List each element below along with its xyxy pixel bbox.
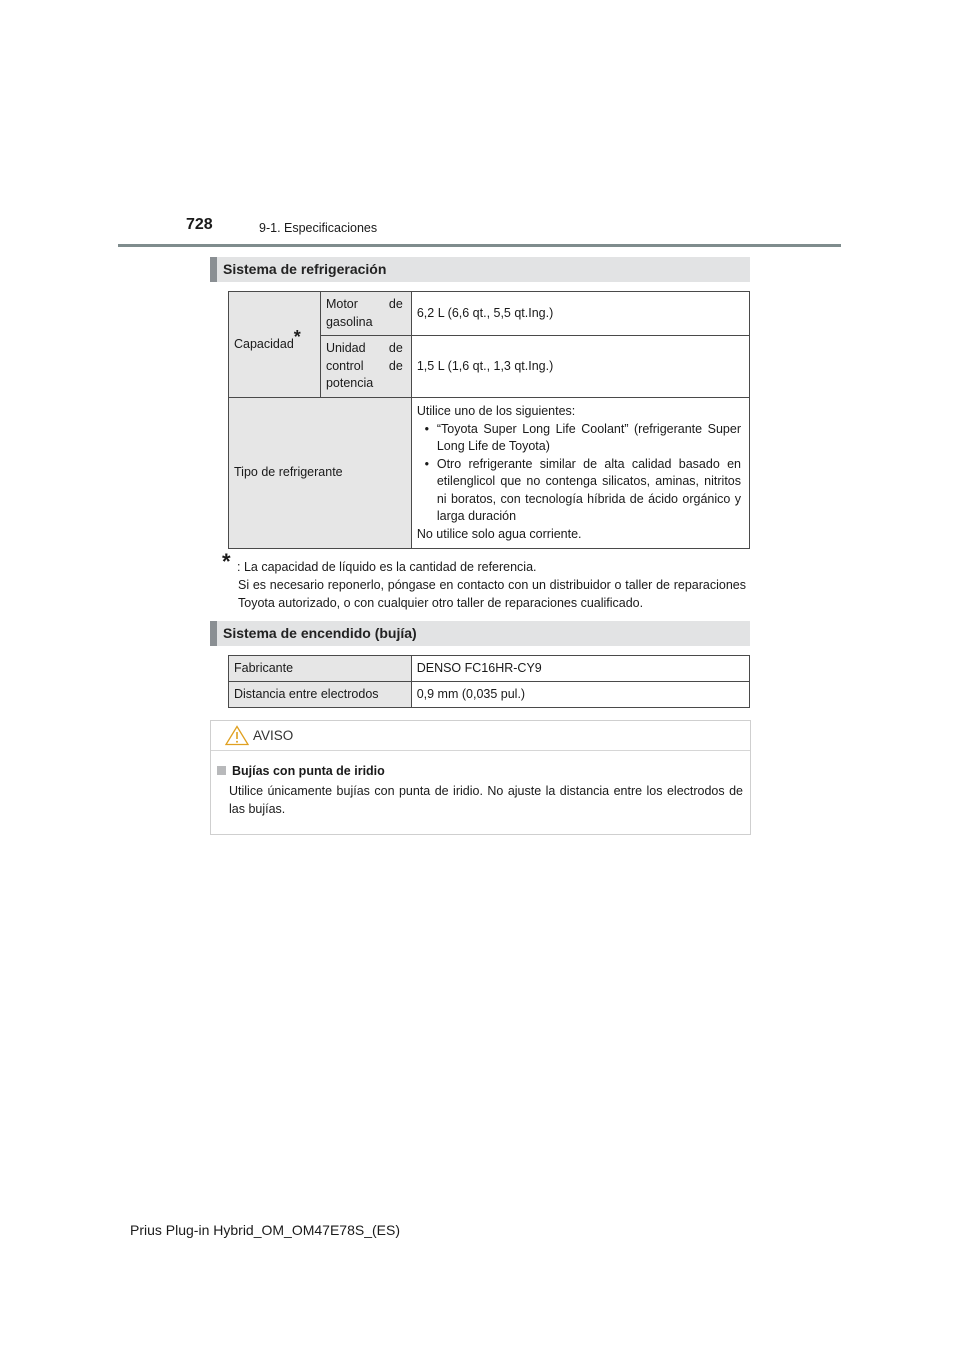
cooling-spec-table	[228, 291, 750, 549]
section-header-ignition	[210, 621, 750, 646]
section-header-cooling	[210, 257, 750, 282]
table-row	[229, 682, 750, 708]
notice-label: AVISO	[253, 728, 294, 743]
chapter-title: 9-1. Especificaciones	[259, 221, 378, 235]
coolant-item: Otro refrigerante similar de alta calidad basado en etilenglicol que no contenga silicatos, aminas, nitritos ni boratos, con tecnología híbrida de ácido orgánico y larga duración	[436, 456, 741, 523]
table-row	[229, 292, 750, 336]
coolant-label-cell: Tipo de refrigerante	[229, 398, 412, 549]
capacity-label: Capacidad	[234, 336, 294, 351]
notice-box	[210, 720, 751, 835]
value-cell: DENSO FC16HR-CY9	[411, 656, 749, 682]
capacity-mark: *	[293, 326, 301, 347]
coolant-value-cell	[411, 398, 749, 549]
table-row	[229, 656, 750, 682]
footnote-mark: *	[222, 549, 231, 574]
list-item	[417, 456, 741, 526]
label-cell: Distancia entre electrodos	[229, 682, 412, 708]
value-cell: 6,2 L (6,6 qt., 5,5 qt.Ing.)	[411, 292, 749, 336]
document-id: Prius Plug-in Hybrid_OM_OM47E78S_(ES)	[130, 1222, 400, 1238]
sub-label-cell: Motor de gasolina	[320, 292, 411, 336]
section-bar	[210, 621, 217, 646]
warning-icon	[225, 725, 249, 746]
footnote-line-1: : La capacidad de líquido es la cantidad de referencia.	[237, 560, 537, 574]
section-title: Sistema de refrigeración	[223, 261, 387, 277]
list-item	[417, 421, 741, 456]
coolant-intro: Utilice uno de los siguientes:	[416, 404, 576, 418]
footnote	[238, 558, 746, 612]
capacity-label-cell	[229, 292, 321, 398]
notice-header	[211, 721, 750, 751]
value-cell: 0,9 mm (0,035 pul.)	[411, 682, 749, 708]
bullet-icon: •	[424, 421, 430, 436]
coolant-outro: No utilice solo agua corriente.	[416, 526, 582, 541]
footnote-line-2: Si es necesario reponerlo, póngase en contacto con un distribuidor o taller de reparaciones Toyota autorizado, o con cualquier otro taller de reparaciones cualificado.	[238, 578, 746, 610]
square-bullet-icon	[217, 766, 226, 775]
label-cell: Fabricante	[229, 656, 412, 682]
sub-label-cell: Unidad de control de potencia	[320, 336, 411, 398]
value-cell: 1,5 L (1,6 qt., 1,3 qt.Ing.)	[411, 336, 749, 398]
notice-heading-text: Bujías con punta de iridio	[232, 764, 385, 778]
ignition-spec-table	[228, 655, 750, 708]
bullet-icon: •	[424, 456, 430, 471]
notice-heading	[217, 764, 385, 778]
table-row	[229, 398, 750, 549]
notice-text: Utilice únicamente bujías con punta de iridio. No ajuste la distancia entre los electrodos de las bujías.	[229, 784, 743, 816]
page-number: 728	[186, 216, 213, 233]
section-bar	[210, 257, 217, 282]
section-title: Sistema de encendido (bujía)	[223, 625, 417, 641]
coolant-item: “Toyota Super Long Life Coolant” (refrigerante Super Long Life de Toyota)	[436, 421, 741, 453]
header-rule	[118, 244, 841, 247]
